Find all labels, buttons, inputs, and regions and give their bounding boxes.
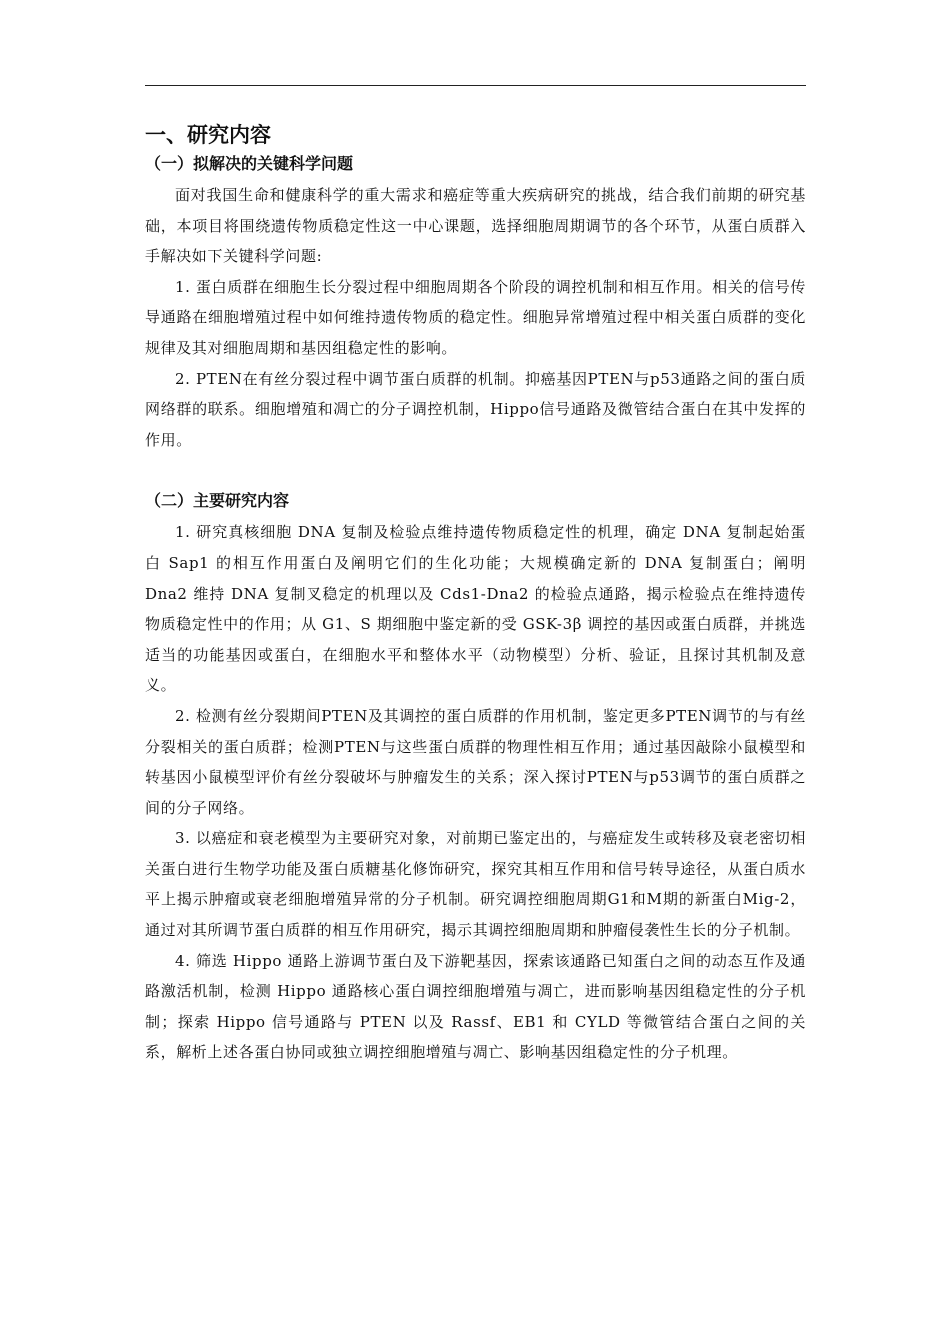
paragraph: 2. 检测有丝分裂期间PTEN及其调控的蛋白质群的作用机制，鉴定更多PTEN调节的与有丝分裂相关的蛋白质群；检测PTEN与这些蛋白质群的物理性相互作用；通过基因敲除小鼠模型和转基因小鼠模型评价有丝分裂破坏与肿瘤发生的关系；深入探讨PTEN与p53调节的蛋白质群之间的分子网络。 — [145, 706, 806, 817]
paragraph: 3. 以癌症和衰老模型为主要研究对象，对前期已鉴定出的，与癌症发生或转移及衰老密切相关蛋白进行生物学功能及蛋白质糖基化修饰研究，探究其相互作用和信号转导途径，从蛋白质水平上揭示肿瘤或衰老细胞增殖异常的分子机制。研究调控细胞周期G1和M期的新蛋白Mig-2，通过对其所调节蛋白质群的相互作用研究，揭示其调控细胞周期和肿瘤侵袭性生长的分子机制。 — [145, 829, 806, 940]
subsection-title-main-content: （二）主要研究内容 — [145, 491, 290, 511]
document-body — [145, 118, 806, 1068]
paragraph: 面对我国生命和健康科学的重大需求和癌症等重大疾病研究的挑战，结合我们前期的研究基础，本项目将围绕遗传物质稳定性这一中心课题，选择细胞周期调节的各个环节，从蛋白质群入手解决如下关键科学问题: — [145, 186, 806, 266]
section-title: 一、研究内容 — [145, 123, 271, 147]
header-rule — [145, 85, 806, 86]
paragraph: 1. 研究真核细胞 DNA 复制及检验点维持遗传物质稳定性的机理，确定 DNA 复制起始蛋白 Sap1 的相互作用蛋白及阐明它们的生化功能；大规模确定新的 DNA 复制蛋白；阐明 Dna2 维持 DNA 复制叉稳定的机理以及 Cds1-Dna2 的检验点通路，揭示检验点在维持遗传物质稳定性中的作用；从 G1、S 期细胞中鉴定新的受 GSK-3β 调控的基因或蛋白质群，并挑选适当的功能基因或蛋白，在细胞水平和整体水平（动物模型）分析、验证，且探讨其机制及意义。 — [145, 523, 806, 695]
paragraph: 1. 蛋白质群在细胞生长分裂过程中细胞周期各个阶段的调控机制和相互作用。相关的信号传导通路在细胞增殖过程中如何维持遗传物质的稳定性。细胞异常增殖过程中相关蛋白质群的变化规律及其对细胞周期和基因组稳定性的影响。 — [145, 277, 806, 357]
subsection-title-key-questions: （一）拟解决的关键科学问题 — [145, 154, 354, 173]
paragraph: 2. PTEN在有丝分裂过程中调节蛋白质群的机制。抑癌基因PTEN与p53通路之间的蛋白质网络群的联系。细胞增殖和凋亡的分子调控机制，Hippo信号通路及微管结合蛋白在其中发挥的作用。 — [145, 369, 806, 449]
paragraph: 4. 筛选 Hippo 通路上游调节蛋白及下游靶基因，探索该通路已知蛋白之间的动态互作及通路激活机制，检测 Hippo 通路核心蛋白调控细胞增殖与凋亡，进而影响基因组稳定性的分子机制；探索 Hippo 信号通路与 PTEN 以及 Rassf、EB1 和 CYLD 等微管结合蛋白之间的关系，解析上述各蛋白协同或独立调控细胞增殖与凋亡、影响基因组稳定性的分子机理。 — [145, 951, 806, 1062]
